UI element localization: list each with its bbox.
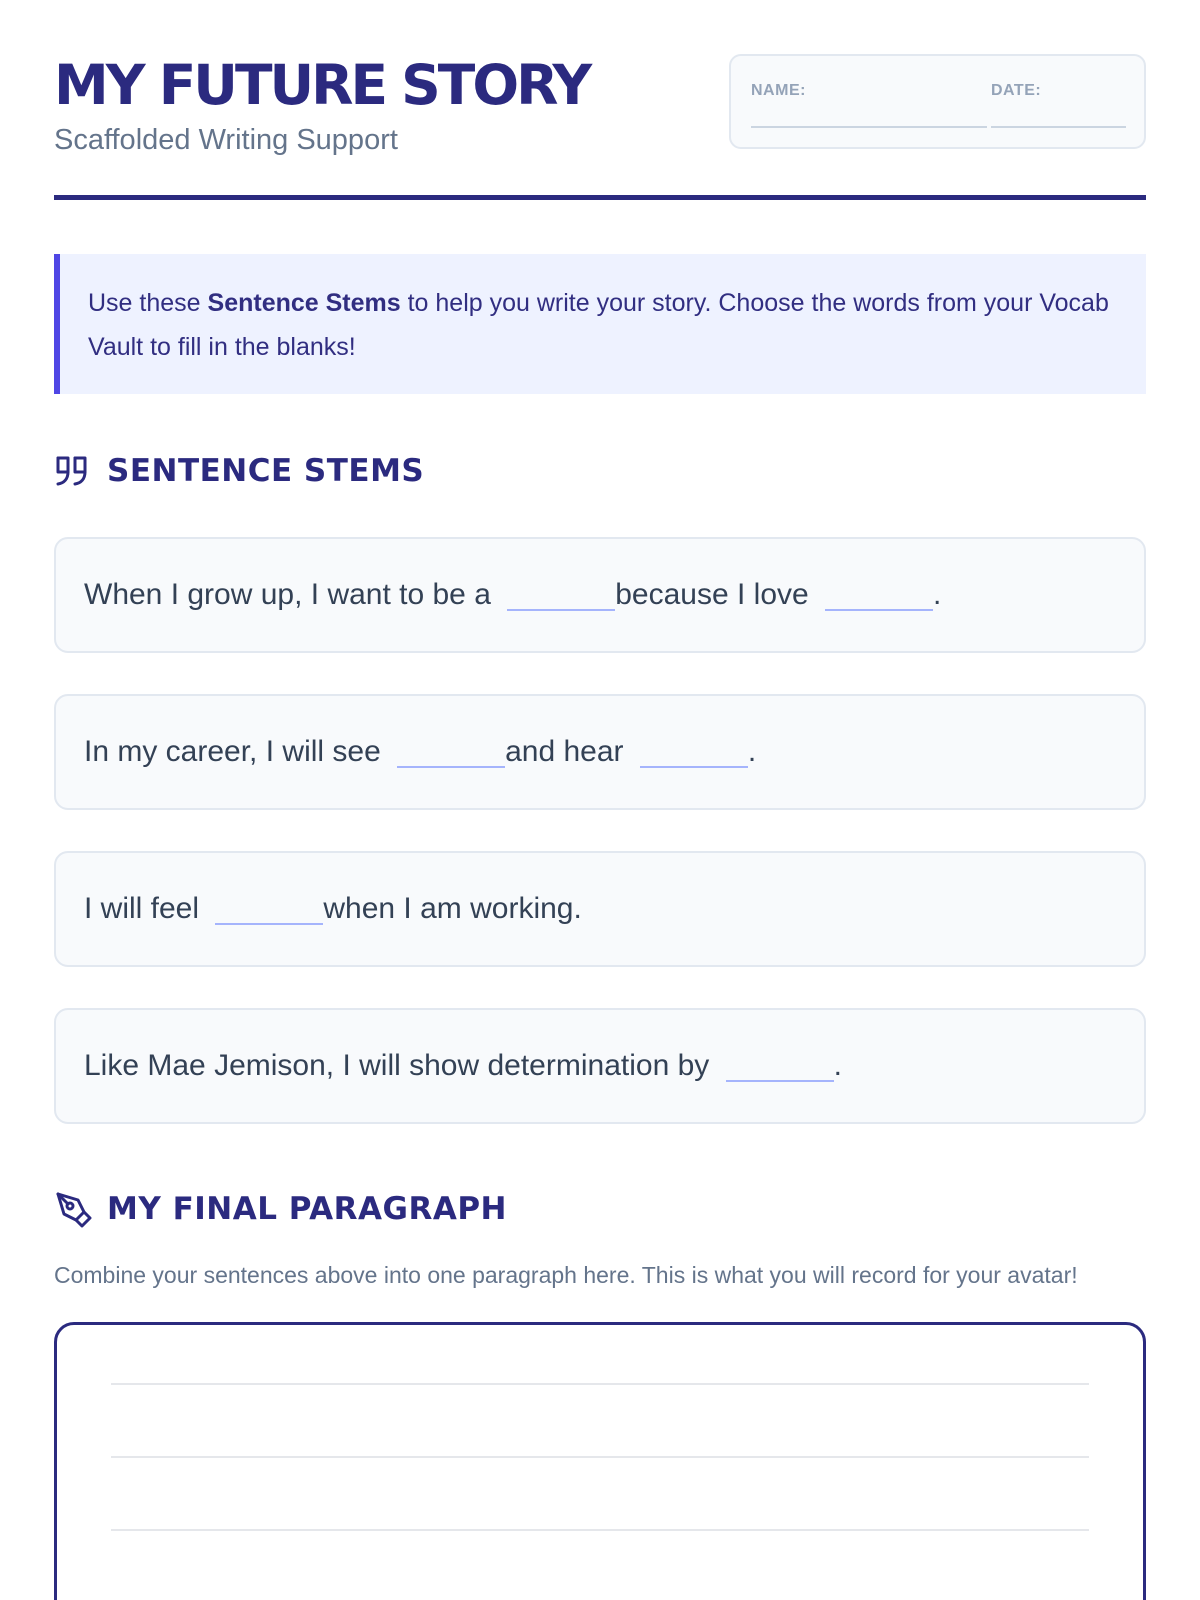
fill-in-blank[interactable] — [825, 579, 933, 611]
page-subtitle: Scaffolded Writing Support — [54, 124, 398, 156]
writing-line — [111, 1383, 1089, 1385]
stem-text: Like Mae Jemison, I will show determination by — [84, 1049, 718, 1082]
header-divider — [54, 195, 1146, 200]
final-section-heading — [54, 1190, 1146, 1228]
name-underline — [751, 126, 987, 128]
writing-line — [111, 1456, 1089, 1458]
fill-in-blank[interactable] — [397, 736, 505, 768]
sentence-stem — [54, 1008, 1146, 1124]
stem-text: I will feel — [84, 892, 208, 925]
stem-text: . — [933, 578, 942, 611]
pen-icon — [54, 1190, 92, 1228]
stem-text: When I grow up, I want to be a — [84, 578, 500, 611]
sentence-stem — [54, 851, 1146, 967]
writing-line — [111, 1529, 1089, 1531]
stem-text: In my career, I will see — [84, 735, 390, 768]
date-field[interactable] — [991, 82, 1126, 100]
stem-text: because I love — [615, 578, 818, 611]
instruction-box — [54, 254, 1146, 394]
instruction-text-bold: Sentence Stems — [207, 289, 401, 317]
page-title: MY FUTURE STORY — [54, 53, 590, 117]
paragraph-writing-area[interactable] — [54, 1322, 1146, 1600]
sentence-stem — [54, 694, 1146, 810]
date-underline — [991, 126, 1126, 128]
stems-section-heading — [54, 452, 1146, 490]
fill-in-blank[interactable] — [726, 1050, 834, 1082]
final-description: Combine your sentences above into one paragraph here. This is what you will record for your avatar! — [54, 1262, 1078, 1288]
quote-icon — [54, 452, 92, 490]
name-date-box — [729, 54, 1146, 149]
sentence-stem — [54, 537, 1146, 653]
stems-list — [54, 537, 1146, 1124]
stem-text: and hear — [505, 735, 632, 768]
name-label: NAME: — [751, 82, 806, 99]
final-heading-label: MY FINAL PARAGRAPH — [107, 1191, 507, 1227]
fill-in-blank[interactable] — [507, 579, 615, 611]
instruction-text-pre: Use these — [88, 289, 208, 317]
header — [54, 0, 1146, 200]
stem-text: . — [833, 1049, 842, 1082]
stems-heading-label: SENTENCE STEMS — [107, 453, 425, 489]
stem-text: when I am working. — [323, 892, 582, 925]
name-field[interactable] — [751, 82, 987, 100]
date-label: DATE: — [991, 82, 1042, 99]
stem-text: . — [747, 735, 757, 768]
instruction-text-post: to help you write your story. Choose the words from your Vocab Vault to fill in the blanks! — [88, 289, 1109, 361]
fill-in-blank[interactable] — [640, 736, 748, 768]
fill-in-blank[interactable] — [215, 893, 323, 925]
